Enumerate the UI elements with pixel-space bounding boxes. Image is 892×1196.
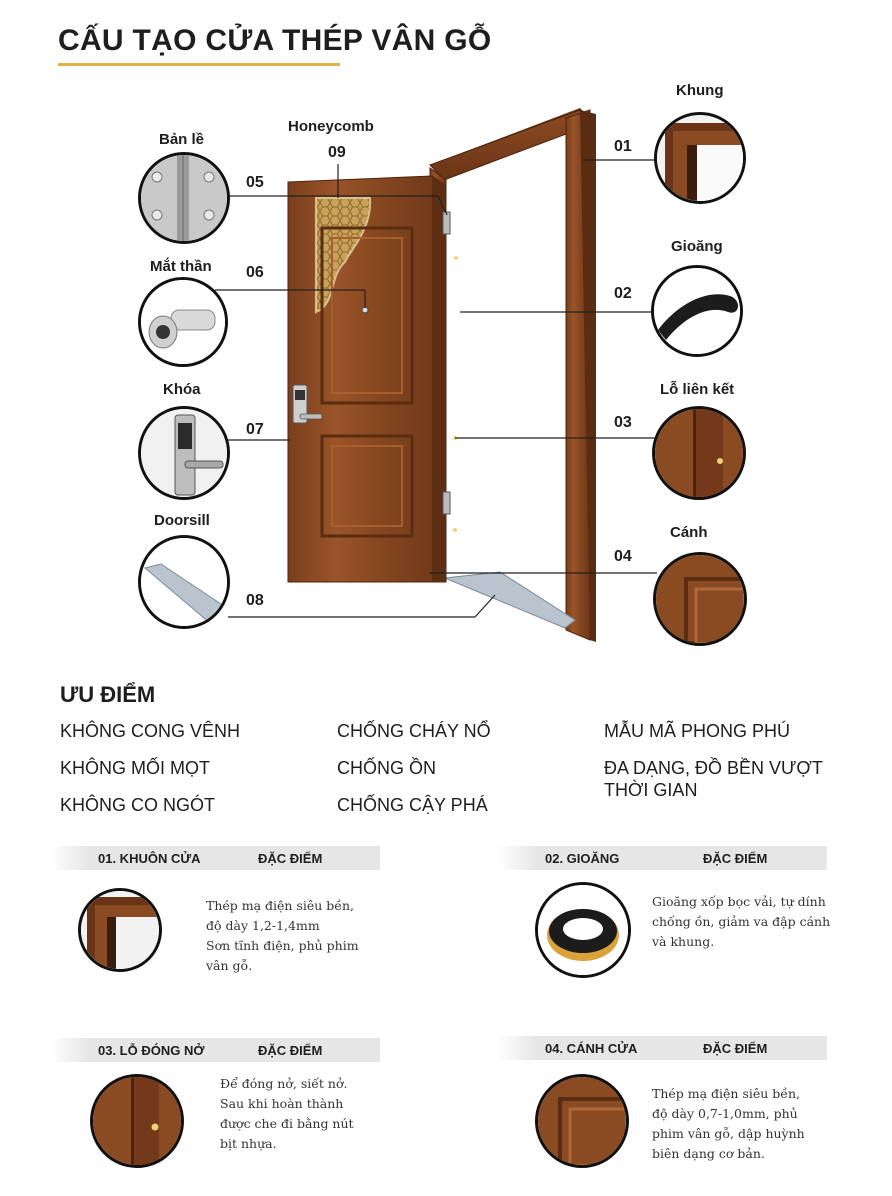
hinge-bottom — [443, 492, 450, 514]
card-description: Thép mạ điện siêu bền, độ dày 0,7-1,0mm, phủ phim vân gỗ, dập huỳnh biên dạng cơ bản. — [652, 1086, 805, 1161]
number-08: 08 — [246, 592, 264, 609]
number-03: 03 — [614, 414, 632, 431]
card-feature: ĐẶC ĐIỂM — [258, 1043, 323, 1058]
lo-lien-ket-circle — [652, 406, 746, 500]
lo-dong-no-thumb — [90, 1074, 184, 1168]
label-honeycomb: Honeycomb — [288, 118, 374, 135]
label-gioang: Gioăng — [671, 238, 723, 255]
number-01: 01 — [614, 138, 632, 155]
number-05: 05 — [246, 174, 264, 191]
khoa-circle — [138, 406, 230, 500]
label-ban-le: Bản lề — [159, 131, 205, 148]
canh-circle — [653, 552, 747, 646]
hinge-top — [443, 212, 450, 234]
gioang-thumb — [535, 882, 631, 978]
card-feature: ĐẶC ĐIỂM — [703, 851, 768, 866]
number-07: 07 — [246, 421, 264, 438]
advantages-title: ƯU ĐIỂM — [60, 682, 156, 707]
label-lo-lien-ket: Lỗ liên kết — [660, 381, 735, 398]
advantage-item: CHỐNG CHÁY NỔ — [337, 721, 491, 741]
canh-cua-thumb — [535, 1074, 629, 1168]
advantage-item: CHỐNG ỒN — [337, 758, 436, 778]
advantage-item: KHÔNG MỐI MỌT — [60, 758, 210, 778]
card-name: 01. KHUÔN CỬA — [98, 851, 201, 866]
card-name: 04. CÁNH CỬA — [545, 1041, 638, 1056]
frame-top — [430, 110, 582, 180]
advantage-item: KHÔNG CO NGÓT — [60, 795, 216, 815]
number-02: 02 — [614, 285, 632, 302]
number-06: 06 — [246, 264, 264, 281]
advantage-item: MẪU MÃ PHONG PHÚ — [604, 721, 791, 741]
card-header-lo-dong-no — [50, 1038, 380, 1062]
doorsill-circle — [138, 535, 230, 629]
page-title: CẤU TẠO CỬA THÉP VÂN GỖ — [58, 24, 492, 57]
card-feature: ĐẶC ĐIỂM — [258, 851, 323, 866]
card-header-canh-cua — [497, 1036, 827, 1060]
door-edge — [432, 176, 446, 582]
card-header-khuon-cua — [50, 846, 380, 870]
gioang-circle — [651, 265, 743, 357]
card-description: Gioăng xốp bọc vải, tự dính chống ồn, giảm va đập cánh và khung. — [652, 894, 831, 949]
khuon-cua-thumb — [78, 888, 162, 972]
label-khung: Khung — [676, 82, 724, 99]
label-mat-than: Mắt thần — [150, 258, 212, 275]
label-khoa: Khóa — [163, 381, 201, 398]
label-doorsill: Doorsill — [154, 512, 210, 529]
advantage-item: ĐA DẠNG, ĐỒ BỀN VƯỢT THỜI GIAN — [604, 758, 823, 800]
card-name: 02. GIOĂNG — [545, 851, 620, 866]
advantage-item: CHỐNG CẬY PHÁ — [337, 795, 488, 815]
doorsill-shape — [445, 572, 575, 628]
card-description: Để đóng nở, siết nở. Sau khi hoàn thành được che đi bằng nút bịt nhựa. — [220, 1076, 354, 1151]
ban-le-circle — [138, 152, 230, 244]
advantage-item: KHÔNG CONG VÊNH — [60, 721, 241, 741]
card-description: Thép mạ điện siêu bền, độ dày 1,2-1,4mm Sơn tĩnh điện, phủ phim vân gỗ. — [206, 898, 359, 973]
mat-than-circle — [138, 277, 228, 367]
card-feature: ĐẶC ĐIỂM — [703, 1041, 768, 1056]
door-leaf — [288, 176, 446, 582]
number-04: 04 — [614, 548, 632, 565]
card-header-gioang — [497, 846, 827, 870]
khung-circle — [654, 112, 746, 204]
label-canh: Cánh — [670, 524, 708, 541]
number-09: 09 — [328, 144, 346, 161]
card-name: 03. LỖ ĐÓNG NỞ — [98, 1043, 205, 1058]
